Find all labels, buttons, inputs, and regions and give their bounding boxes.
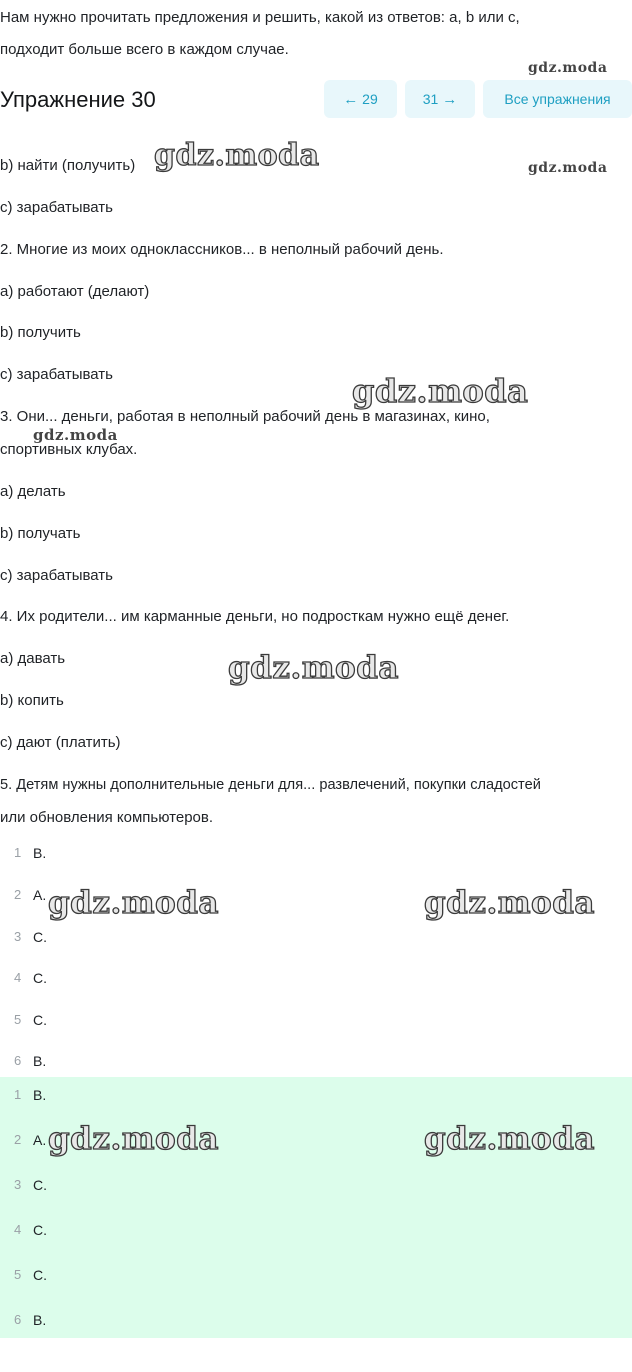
intro-line-1: Нам нужно прочитать предложения и решить, какой из ответов: a, b или c, bbox=[0, 9, 520, 26]
watermark: gdz.moda bbox=[528, 60, 608, 76]
watermark: gdz.moda bbox=[33, 426, 118, 444]
highlighted-answers-block bbox=[0, 1077, 632, 1338]
q3-option-c: c) зарабатывать bbox=[0, 567, 113, 584]
watermark: gdz.moda bbox=[528, 160, 608, 176]
arrow-right-icon: → bbox=[442, 91, 458, 108]
watermark: gdz.moda bbox=[228, 650, 399, 686]
q1-option-b: b) найти (получить) bbox=[0, 157, 136, 174]
watermark: gdz.moda bbox=[154, 138, 320, 173]
question-5-line-1: 5. Детям нужны дополнительные деньги для... развлечений, покупки сладостей bbox=[0, 777, 541, 793]
watermark: gdz.moda bbox=[424, 1121, 595, 1157]
watermark: gdz.moda bbox=[48, 885, 219, 921]
q4-option-a: a) давать bbox=[0, 650, 66, 667]
q2-option-a: a) работают (делают) bbox=[0, 283, 150, 300]
watermark: gdz.moda bbox=[352, 372, 529, 410]
prev-exercise-button[interactable] bbox=[324, 80, 397, 118]
q3-option-a: a) делать bbox=[0, 483, 66, 500]
q4-option-b: b) копить bbox=[0, 692, 64, 709]
next-exercise-label: 31 bbox=[422, 91, 439, 107]
q4-option-c: c) дают (платить) bbox=[0, 734, 121, 751]
question-4: 4. Их родители... им карманные деньги, но подросткам нужно ещё денег. bbox=[0, 608, 510, 625]
watermark: gdz.moda bbox=[48, 1121, 219, 1157]
q2-option-c: c) зарабатывать bbox=[0, 366, 113, 383]
prev-exercise-label: 29 bbox=[362, 91, 378, 107]
page-title: Упражнение 30 bbox=[0, 87, 156, 112]
question-3-line-2: спортивных клубах. bbox=[0, 441, 138, 458]
watermark: gdz.moda bbox=[424, 885, 595, 921]
arrow-left-icon: ← bbox=[343, 91, 359, 108]
q2-option-b: b) получить bbox=[0, 324, 81, 341]
all-exercises-button[interactable]: Все упражнения bbox=[483, 80, 632, 118]
q3-option-b: b) получать bbox=[0, 525, 81, 542]
intro-line-2: подходит больше всего в каждом случае. bbox=[0, 41, 289, 58]
question-5-line-2: или обновления компьютеров. bbox=[0, 809, 214, 826]
question-3-line-1: 3. Они... деньги, работая в неполный рабочий день в магазинах, кино, bbox=[0, 408, 490, 425]
question-2: 2. Многие из моих одноклассников... в неполный рабочий день. bbox=[0, 241, 444, 258]
next-exercise-button[interactable] bbox=[405, 80, 475, 118]
q1-option-c: c) зарабатывать bbox=[0, 199, 113, 216]
